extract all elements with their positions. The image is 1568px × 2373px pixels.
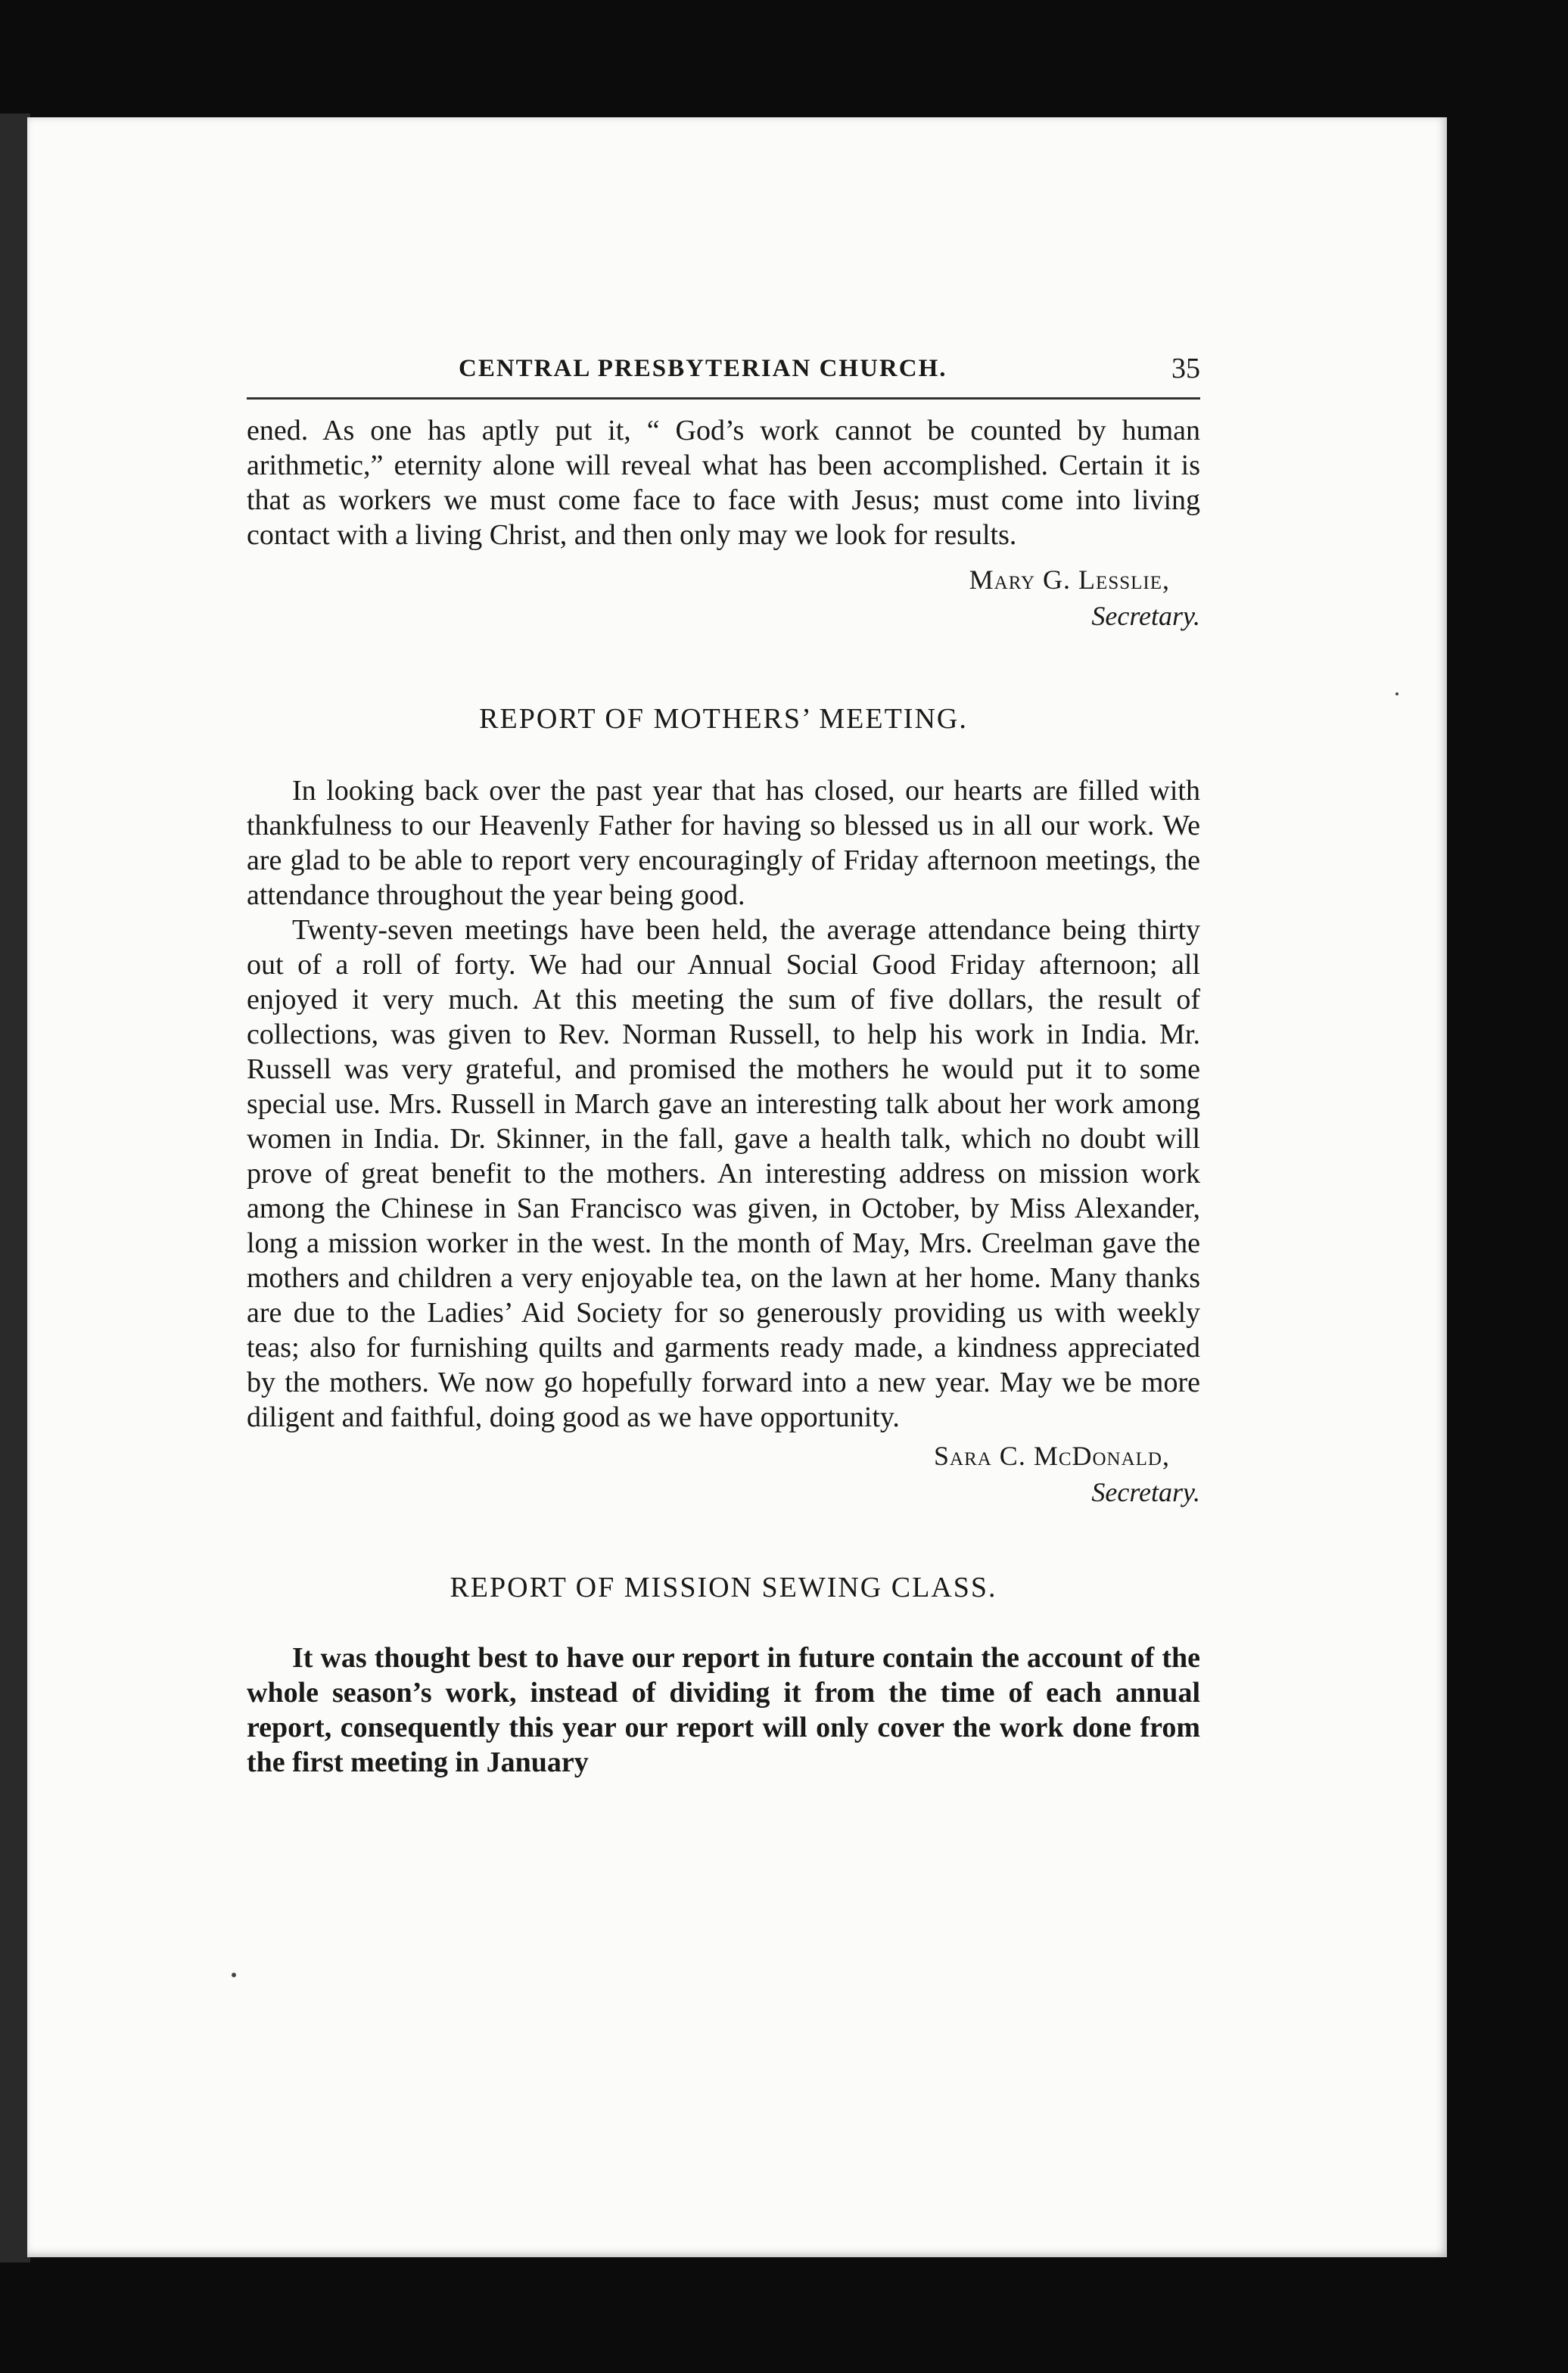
paragraph: Twenty-seven meetings have been held, the average attendance being thirty out of a roll of forty. We had our Annual Social Good Friday afternoon; all enjoyed it very much. At this meeting the sum of five dollars, the result of collections, was given to Rev. Norman Russell, to help his work in India. Mr. Russell was very grateful, and promised the mothers he would put it to some special use. Mrs. Russell in March gave an interesting talk about her work among women in India. Dr. Skinner, in the fall, gave a health talk, which no doubt will prove of great benefit to the mothers. An interesting address on mission work among the Chinese in San Francisco was given, in October, by Miss Alexander, long a mission worker in the west. In the month of May, Mrs. Creelman gave the mothers and children a very enjoyable tea, on the lawn at her home. Many thanks are due to the Ladies’ Aid Society for so generously providing us with weekly teas; also for furnishing quilts and garments ready made, a kindness appreciated by the mothers. We now go hopefully forward into a new year. May we be more diligent and faithful, doing good as we have opportunity.: [247, 914, 1200, 1433]
book-spine-edge: [0, 114, 30, 2263]
section-heading: REPORT OF MOTHERS’ MEETING.: [479, 703, 968, 735]
paragraph: It was thought best to have our report in future contain the account of the whole season’s work, instead of dividing it from the time of each annual report, consequently this year our report will only cover the work done from the first meeting in January: [247, 1642, 1200, 1778]
running-title: CENTRAL PRESBYTERIAN CHURCH.: [459, 355, 947, 382]
book-page: [27, 117, 1447, 2257]
paragraph: In looking back over the past year that has closed, our hearts are filled with thankfulness to our Heavenly Father for having so blessed us in all our work. We are glad to be able to report very encouragingly of Friday afternoon meetings, the attendance throughout the year being good.: [247, 775, 1200, 911]
section-heading: REPORT OF MISSION SEWING CLASS.: [450, 1572, 997, 1603]
signature-role: Secretary.: [1091, 1477, 1200, 1507]
ink-spot: [1395, 692, 1398, 695]
signature-role: Secretary.: [1091, 601, 1200, 631]
page-number: 35: [1171, 353, 1200, 384]
signature-name: Sara C. McDonald,: [934, 1441, 1170, 1471]
signature-name: Mary G. Lesslie,: [969, 564, 1170, 595]
running-header: [247, 344, 1200, 400]
intro-paragraph: ened. As one has aptly put it, “ God’s work cannot be counted by human arithmetic,” eternity alone will reveal what has been accomplished. Certain it is that as workers we must come face to face with Jesus; must come into living contact with a living Christ, and then only may we look for results.: [247, 415, 1200, 551]
ink-spot: [232, 1973, 236, 1977]
page-content: [247, 344, 1200, 1780]
